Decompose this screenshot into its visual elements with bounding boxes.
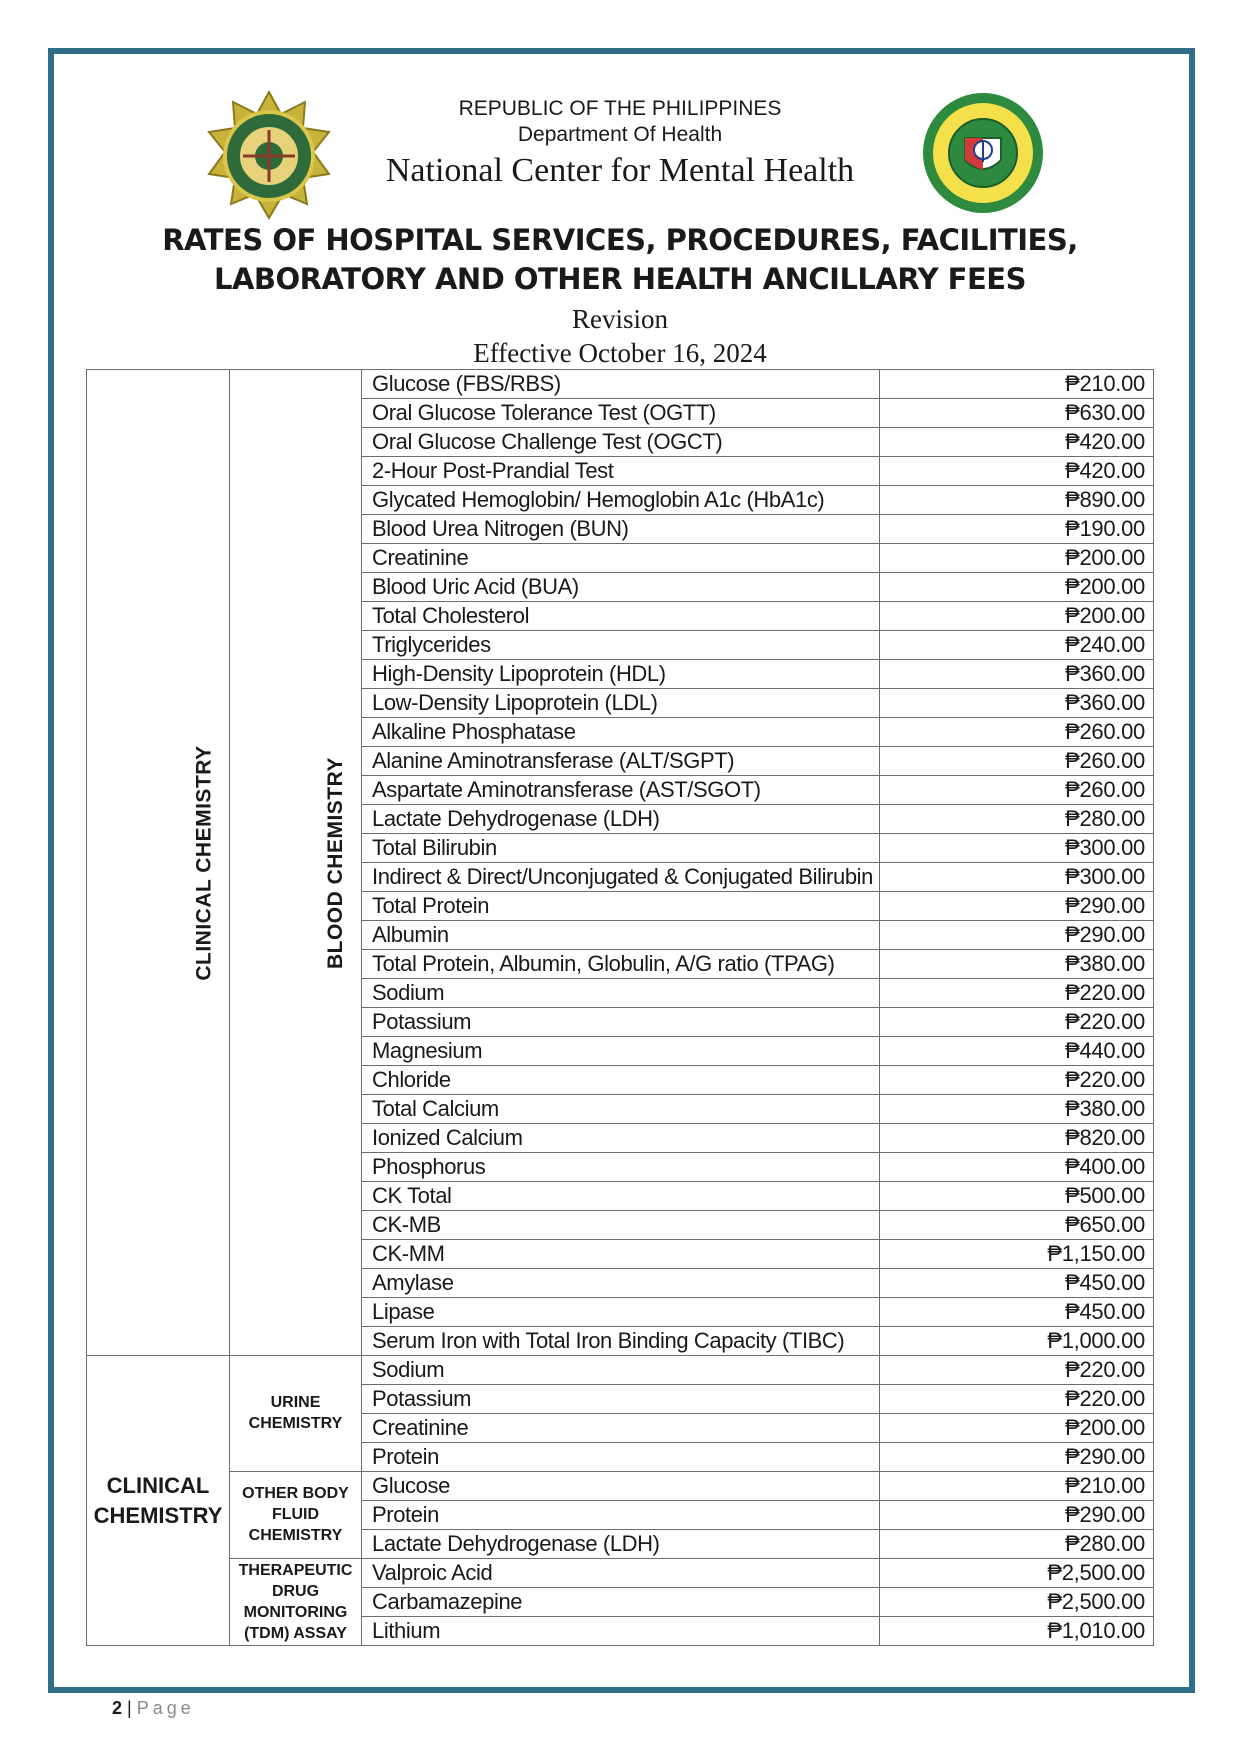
service-name: CK Total bbox=[362, 1182, 880, 1211]
service-price: ₱220.00 bbox=[880, 1356, 1154, 1385]
service-name: Ionized Calcium bbox=[362, 1124, 880, 1153]
section-clinical-chemistry bbox=[87, 1356, 230, 1646]
service-name: CK-MM bbox=[362, 1240, 880, 1269]
service-name: Glucose bbox=[362, 1472, 880, 1501]
service-price: ₱220.00 bbox=[880, 1385, 1154, 1414]
service-name: Sodium bbox=[362, 1356, 880, 1385]
service-price: ₱300.00 bbox=[880, 863, 1154, 892]
service-price: ₱300.00 bbox=[880, 834, 1154, 863]
service-price: ₱380.00 bbox=[880, 1095, 1154, 1124]
service-price: ₱2,500.00 bbox=[880, 1559, 1154, 1588]
service-name: Lithium bbox=[362, 1617, 880, 1646]
section-blood-chemistry-label: BLOOD CHEMISTRY bbox=[324, 756, 348, 970]
service-price: ₱1,000.00 bbox=[880, 1327, 1154, 1356]
section-clinical-chemistry-vertical bbox=[87, 370, 230, 1356]
service-name: Lactate Dehydrogenase (LDH) bbox=[362, 1530, 880, 1559]
service-price: ₱210.00 bbox=[880, 1472, 1154, 1501]
ncmh-seal-logo bbox=[203, 90, 335, 222]
service-name: Total Calcium bbox=[362, 1095, 880, 1124]
table-row bbox=[87, 370, 1154, 399]
service-price: ₱1,010.00 bbox=[880, 1617, 1154, 1646]
document-title-line-1: RATES OF HOSPITAL SERVICES, PROCEDURES, FACILITIES, bbox=[162, 223, 1078, 257]
service-name: Total Protein, Albumin, Globulin, A/G ratio (TPAG) bbox=[362, 950, 880, 979]
service-price: ₱450.00 bbox=[880, 1269, 1154, 1298]
service-price: ₱1,150.00 bbox=[880, 1240, 1154, 1269]
service-name: Total Bilirubin bbox=[362, 834, 880, 863]
service-price: ₱260.00 bbox=[880, 718, 1154, 747]
section-urine-chemistry bbox=[230, 1356, 362, 1472]
service-price: ₱450.00 bbox=[880, 1298, 1154, 1327]
service-price: ₱200.00 bbox=[880, 544, 1154, 573]
table-row bbox=[87, 1559, 1154, 1588]
section-other-body-fluid-label: OTHER BODY FLUID CHEMISTRY bbox=[242, 1485, 349, 1544]
service-name: Potassium bbox=[362, 1385, 880, 1414]
service-price: ₱380.00 bbox=[880, 950, 1154, 979]
service-price: ₱200.00 bbox=[880, 1414, 1154, 1443]
service-price: ₱190.00 bbox=[880, 515, 1154, 544]
section-other-body-fluid bbox=[230, 1472, 362, 1559]
service-name: Blood Urea Nitrogen (BUN) bbox=[362, 515, 880, 544]
service-name: Oral Glucose Challenge Test (OGCT) bbox=[362, 428, 880, 457]
service-price: ₱650.00 bbox=[880, 1211, 1154, 1240]
service-name: Phosphorus bbox=[362, 1153, 880, 1182]
rates-table-body bbox=[87, 370, 1154, 1646]
service-name: Amylase bbox=[362, 1269, 880, 1298]
rates-table bbox=[86, 369, 1154, 1646]
section-clinical-chemistry-label: CLINICAL CHEMISTRY bbox=[93, 1472, 223, 1528]
section-blood-chemistry bbox=[230, 370, 362, 1356]
table-row bbox=[87, 1356, 1154, 1385]
page-number: 2 bbox=[112, 1698, 123, 1718]
service-price: ₱290.00 bbox=[880, 1443, 1154, 1472]
service-price: ₱240.00 bbox=[880, 631, 1154, 660]
revision-label: Revision bbox=[571, 304, 668, 334]
center-name: National Center for Mental Health bbox=[385, 152, 855, 189]
service-price: ₱820.00 bbox=[880, 1124, 1154, 1153]
service-name: Glycated Hemoglobin/ Hemoglobin A1c (HbA1c) bbox=[362, 486, 880, 515]
service-price: ₱360.00 bbox=[880, 660, 1154, 689]
service-price: ₱440.00 bbox=[880, 1037, 1154, 1066]
service-price: ₱890.00 bbox=[880, 486, 1154, 515]
service-price: ₱200.00 bbox=[880, 602, 1154, 631]
service-price: ₱220.00 bbox=[880, 1066, 1154, 1095]
service-price: ₱220.00 bbox=[880, 979, 1154, 1008]
service-price: ₱220.00 bbox=[880, 1008, 1154, 1037]
service-price: ₱2,500.00 bbox=[880, 1588, 1154, 1617]
service-price: ₱400.00 bbox=[880, 1153, 1154, 1182]
service-price: ₱360.00 bbox=[880, 689, 1154, 718]
page-separator: | bbox=[127, 1698, 132, 1718]
page-word: Page bbox=[136, 1698, 195, 1718]
service-name: Indirect & Direct/Unconjugated & Conjugated Bilirubin bbox=[362, 863, 880, 892]
service-name: Lipase bbox=[362, 1298, 880, 1327]
letterhead bbox=[360, 96, 880, 192]
section-tdm-assay bbox=[230, 1559, 362, 1646]
service-name: Lactate Dehydrogenase (LDH) bbox=[362, 805, 880, 834]
section-clinical-chemistry-vertical-label: CLINICAL CHEMISTRY bbox=[192, 745, 216, 981]
service-name: Carbamazepine bbox=[362, 1588, 880, 1617]
service-name: Albumin bbox=[362, 921, 880, 950]
service-name: Aspartate Aminotransferase (AST/SGOT) bbox=[362, 776, 880, 805]
section-tdm-assay-label: THERAPEUTIC DRUG MONITORING (TDM) ASSAY bbox=[238, 1561, 353, 1642]
service-price: ₱280.00 bbox=[880, 1530, 1154, 1559]
service-name: Protein bbox=[362, 1443, 880, 1472]
service-name: Total Protein bbox=[362, 892, 880, 921]
service-name: 2-Hour Post-Prandial Test bbox=[362, 457, 880, 486]
service-price: ₱260.00 bbox=[880, 776, 1154, 805]
service-name: Alkaline Phosphatase bbox=[362, 718, 880, 747]
service-price: ₱290.00 bbox=[880, 1501, 1154, 1530]
service-price: ₱420.00 bbox=[880, 428, 1154, 457]
service-name: Oral Glucose Tolerance Test (OGTT) bbox=[362, 399, 880, 428]
service-price: ₱210.00 bbox=[880, 370, 1154, 399]
doh-seal-logo bbox=[920, 90, 1046, 216]
page-footer bbox=[112, 1698, 195, 1719]
service-name: Sodium bbox=[362, 979, 880, 1008]
service-name: Valproic Acid bbox=[362, 1559, 880, 1588]
effective-date: Effective October 16, 2024 bbox=[473, 338, 767, 368]
service-name: Chloride bbox=[362, 1066, 880, 1095]
service-price: ₱200.00 bbox=[880, 573, 1154, 602]
service-price: ₱280.00 bbox=[880, 805, 1154, 834]
service-name: Low-Density Lipoprotein (LDL) bbox=[362, 689, 880, 718]
service-price: ₱630.00 bbox=[880, 399, 1154, 428]
service-price: ₱500.00 bbox=[880, 1182, 1154, 1211]
table-row bbox=[87, 1472, 1154, 1501]
service-name: High-Density Lipoprotein (HDL) bbox=[362, 660, 880, 689]
service-name: Magnesium bbox=[362, 1037, 880, 1066]
service-name: Creatinine bbox=[362, 544, 880, 573]
service-name: Protein bbox=[362, 1501, 880, 1530]
service-price: ₱420.00 bbox=[880, 457, 1154, 486]
republic-line: REPUBLIC OF THE PHILIPPINES bbox=[458, 97, 782, 120]
service-name: Alanine Aminotransferase (ALT/SGPT) bbox=[362, 747, 880, 776]
department-line: Department Of Health bbox=[517, 123, 723, 146]
service-name: Potassium bbox=[362, 1008, 880, 1037]
service-name: Glucose (FBS/RBS) bbox=[362, 370, 880, 399]
document-title-line-2: LABORATORY AND OTHER HEALTH ANCILLARY FEES bbox=[214, 262, 1026, 296]
service-name: Serum Iron with Total Iron Binding Capacity (TIBC) bbox=[362, 1327, 880, 1356]
service-name: Total Cholesterol bbox=[362, 602, 880, 631]
service-name: Blood Uric Acid (BUA) bbox=[362, 573, 880, 602]
section-urine-chemistry-label: URINE CHEMISTRY bbox=[248, 1394, 343, 1432]
service-price: ₱290.00 bbox=[880, 921, 1154, 950]
service-name: Creatinine bbox=[362, 1414, 880, 1443]
service-name: Triglycerides bbox=[362, 631, 880, 660]
service-price: ₱260.00 bbox=[880, 747, 1154, 776]
service-price: ₱290.00 bbox=[880, 892, 1154, 921]
service-name: CK-MB bbox=[362, 1211, 880, 1240]
